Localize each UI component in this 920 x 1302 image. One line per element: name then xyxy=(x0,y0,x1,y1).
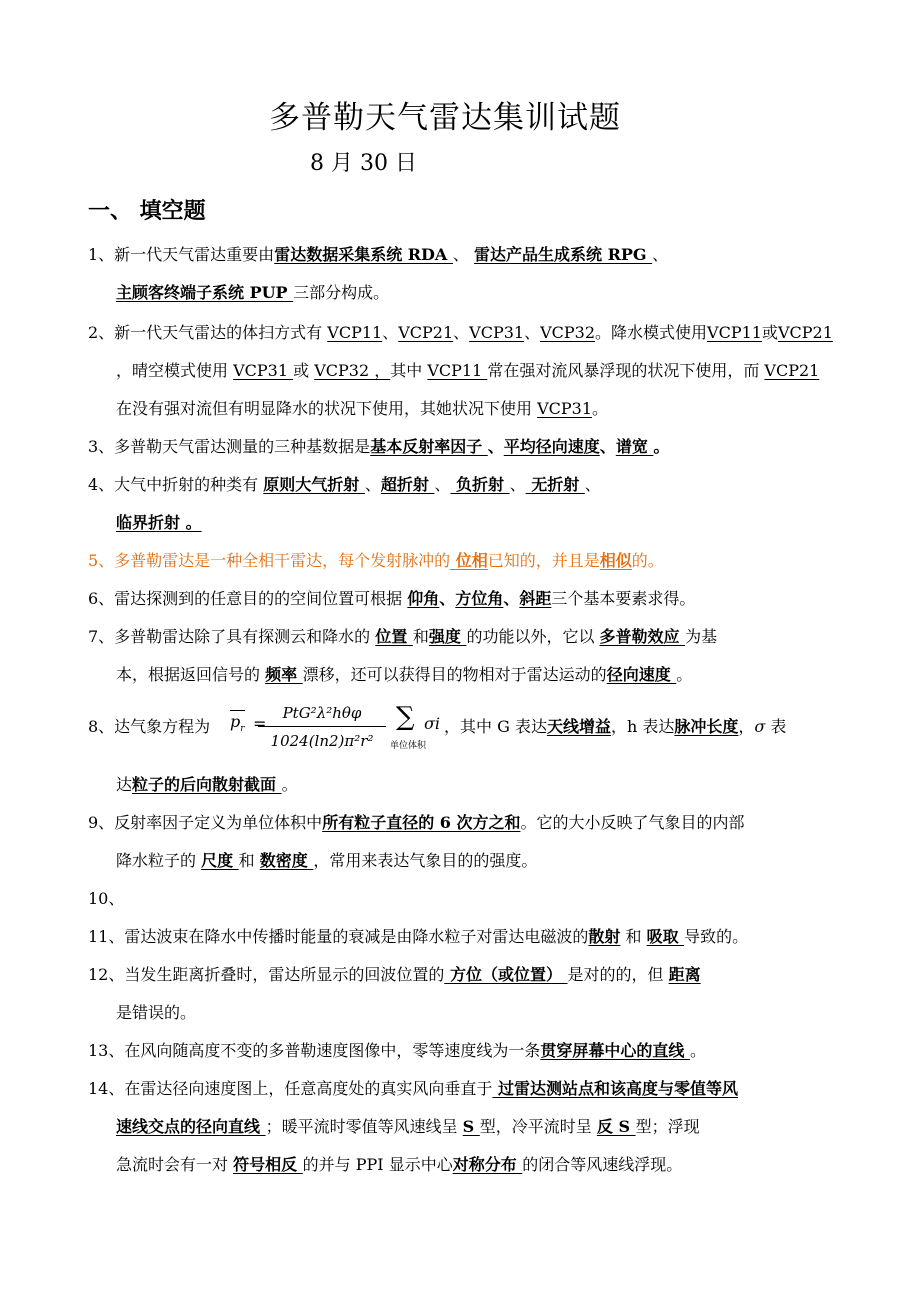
question-7-line-1 xyxy=(88,624,717,647)
text: 8、达气象方程为 xyxy=(88,717,211,736)
answer-blank: 所有粒子直径的 6 次方之和 xyxy=(322,813,521,832)
question-7-line-2 xyxy=(116,662,692,685)
text: 。 xyxy=(653,437,670,456)
text: 和 xyxy=(620,927,647,946)
equation-numerator: PtG²λ²hθφ xyxy=(258,700,386,727)
question-12-line-2 xyxy=(116,1000,196,1023)
answer-blank: 散射 xyxy=(588,927,621,946)
answer-blank: VCP31 xyxy=(233,361,294,380)
text: σ xyxy=(754,717,766,736)
text: 其中 xyxy=(390,361,428,380)
text: 在没有强对流但有明显降水的状况下使用，其她状况下使用 xyxy=(116,399,538,418)
answer-blank: 主顾客终端子系统 PUP xyxy=(116,283,294,302)
answer-blank: 平均径向速度 xyxy=(503,437,600,456)
text: 12、当发生距离折叠时，雷达所显示的回波位置的 xyxy=(88,965,445,984)
summation-subscript: 单位体积 xyxy=(390,741,427,751)
text: ，晴空模式使用 xyxy=(116,361,234,380)
answer-blank: VCP21 xyxy=(764,361,820,380)
answer-blank: 强度 xyxy=(428,627,467,646)
answer-blank: 反 S xyxy=(596,1117,636,1136)
answer-blank: 雷达数据采集系统 RDA xyxy=(274,245,453,264)
text: ， xyxy=(738,717,755,736)
answer-blank: 谱宽 xyxy=(615,437,654,456)
text: σi xyxy=(424,714,441,733)
text: 的闭合等风速线浮现。 xyxy=(522,1155,683,1174)
document-date: 8 月 30 日 xyxy=(310,151,417,176)
document-title: 多普勒天气雷达集训试题 xyxy=(269,100,621,136)
text: 是对的的，但 xyxy=(567,965,669,984)
text: 、 xyxy=(599,437,616,456)
text: 、 xyxy=(364,475,381,494)
answer-blank: 相似 xyxy=(599,551,632,570)
text: 、 xyxy=(509,475,526,494)
answer-blank: 距离 xyxy=(668,965,701,984)
question-8-tail xyxy=(444,714,786,737)
question-11 xyxy=(88,924,748,947)
question-2-line-2 xyxy=(116,358,819,381)
text: 常在强对流风暴浮现的状况下使用，而 xyxy=(487,361,765,380)
answer-blank: 仰角 xyxy=(407,589,440,608)
answer-blank: 位相 xyxy=(450,551,488,570)
equation-denominator: 1024(ln2)π²r² xyxy=(270,732,374,750)
text: 。 xyxy=(592,399,609,418)
text: 和 xyxy=(238,851,260,870)
text: 降水粒子的 xyxy=(116,851,202,870)
text: 4、大气中折射的种类有 xyxy=(88,475,264,494)
text: 已知的，并且是 xyxy=(487,551,600,570)
answer-blank: VCP21 xyxy=(398,323,454,342)
question-14-line-2 xyxy=(116,1114,700,1137)
text: 13、在风向随高度不变的多普勒速度图像中，零等速度线为一条 xyxy=(88,1041,541,1060)
text: 急流时会有一对 xyxy=(116,1155,234,1174)
answer-blank: 无折射 xyxy=(525,475,585,494)
answer-blank: VCP11 xyxy=(427,361,488,380)
question-4-line-2 xyxy=(116,510,202,533)
question-9-line-2 xyxy=(116,848,537,871)
question-4-line-1 xyxy=(88,472,601,495)
answer-blank: 原则大气折射 xyxy=(263,475,365,494)
answer-blank: VCP32 ， xyxy=(314,361,391,380)
summation-symbol: ∑ xyxy=(396,702,415,732)
text: r xyxy=(240,724,245,735)
question-1-line-1 xyxy=(88,242,668,265)
text: 或 xyxy=(761,323,778,342)
text: 是错误的。 xyxy=(116,1003,197,1022)
answer-blank: VCP11 xyxy=(707,323,762,342)
text: ；暖平流时零值等风速线呈 xyxy=(265,1117,463,1136)
text: 、 xyxy=(453,323,470,342)
text: 、 xyxy=(382,323,399,342)
answer-blank: 频率 xyxy=(265,665,303,684)
text: 的并与 PPI 显示中心 xyxy=(302,1155,453,1174)
text: 的功能以外，它以 xyxy=(466,627,600,646)
answer-blank: VCP31 xyxy=(537,399,593,418)
text: 为基 xyxy=(685,627,718,646)
text: 本，根据返回信号的 xyxy=(116,665,266,684)
text: 10、 xyxy=(88,889,125,908)
received-power-symbol xyxy=(230,710,245,740)
answer-blank: 符号相反 xyxy=(233,1155,303,1174)
text: 6、雷达探测到的任意目的的空间位置可根据 xyxy=(88,589,408,608)
answer-blank: 对称分布 xyxy=(452,1155,523,1174)
answer-blank: 径向速度 xyxy=(606,665,677,684)
answer-blank: 尺度 xyxy=(201,851,239,870)
text: 表 xyxy=(765,717,787,736)
text: 、 xyxy=(439,589,456,608)
question-2-line-3 xyxy=(116,396,608,419)
text: ，其中 G 表达 xyxy=(444,717,547,736)
text: 的。 xyxy=(631,551,664,570)
answer-blank: 多普勒效应 xyxy=(599,627,686,646)
text: 。降水模式使用 xyxy=(595,323,708,342)
question-3 xyxy=(88,434,669,457)
text: 、 xyxy=(503,589,520,608)
text: 。 xyxy=(281,775,298,794)
answer-blank: 斜距 xyxy=(519,589,552,608)
text: 14、在雷达径向速度图上，任意高度处的真实风向垂直于 xyxy=(88,1079,493,1098)
text: 三部分构成。 xyxy=(293,283,390,302)
section-heading: 一、 填空题 xyxy=(88,199,206,224)
text: 3、多普勒天气雷达测量的三种基数据是 xyxy=(88,437,371,456)
question-8-line-2 xyxy=(116,772,298,795)
answer-blank: 过雷达测站点和该高度与零值等风 xyxy=(492,1079,738,1098)
text: 1、新一代天气雷达重要由 xyxy=(88,245,275,264)
text: 三个基本要素求得。 xyxy=(551,589,696,608)
text: = xyxy=(253,714,267,733)
text: 、 xyxy=(652,245,669,264)
text: 漂移，还可以获得目的物相对于雷达运动的 xyxy=(302,665,607,684)
text: 、 xyxy=(487,437,504,456)
text: 或 xyxy=(293,361,315,380)
text: 导致的。 xyxy=(684,927,749,946)
answer-blank: S xyxy=(462,1117,480,1136)
answer-blank: 粒子的后向散射截面 xyxy=(132,775,282,794)
question-14-line-3 xyxy=(116,1152,682,1175)
text: 。它的大小反映了气象目的内部 xyxy=(520,813,745,832)
answer-blank: 天线增益 xyxy=(546,717,611,736)
text: 。 xyxy=(689,1041,706,1060)
text: p xyxy=(230,712,241,731)
text: 、 xyxy=(524,323,541,342)
answer-blank: 速线交点的径向直线 xyxy=(116,1117,266,1136)
text: 型；浮现 xyxy=(635,1117,700,1136)
answer-blank: 负折射 xyxy=(450,475,510,494)
answer-blank: 方位（或位置） xyxy=(444,965,568,984)
text: 达 xyxy=(116,775,133,794)
text: ，常用来表达气象目的的强度。 xyxy=(313,851,538,870)
answer-blank: 数密度 xyxy=(259,851,314,870)
answer-blank: 贯穿屏幕中心的直线 xyxy=(540,1041,690,1060)
answer-blank: 超折射 xyxy=(380,475,435,494)
question-13 xyxy=(88,1038,706,1061)
answer-blank: 方位角 xyxy=(455,589,504,608)
text: 9、反射率因子定义为单位体积中 xyxy=(88,813,323,832)
answer-blank: 临界折射 。 xyxy=(116,513,202,532)
text: 。 xyxy=(676,665,693,684)
question-6 xyxy=(88,586,695,609)
text: 5、多普勒雷达是一种全相干雷达，每个发射脉冲的 xyxy=(88,551,451,570)
text: 7、多普勒雷达除了具有探测云和降水的 xyxy=(88,627,376,646)
answer-blank: VCP31 xyxy=(469,323,525,342)
text: 、 xyxy=(584,475,601,494)
question-1-line-2 xyxy=(116,280,389,303)
text: 11、雷达波束在降水中传播时能量的衰减是由降水粒子对雷达电磁波的 xyxy=(88,927,589,946)
text: 和 xyxy=(412,627,429,646)
text: 型，冷平流时呈 xyxy=(479,1117,597,1136)
question-9-line-1 xyxy=(88,810,744,833)
text: 、 xyxy=(452,245,475,264)
answer-blank: VCP21 xyxy=(777,323,833,342)
question-12-line-1 xyxy=(88,962,701,985)
answer-blank: 基本反射率因子 xyxy=(370,437,488,456)
question-2-line-1 xyxy=(88,320,833,343)
text: 、 xyxy=(434,475,451,494)
answer-blank: VCP32 xyxy=(540,323,596,342)
text: ，h 表达 xyxy=(610,717,675,736)
radar-equation-fraction xyxy=(258,700,386,753)
answer-blank: 位置 xyxy=(375,627,413,646)
answer-blank: 脉冲长度 xyxy=(674,717,739,736)
answer-blank: 雷达产品生成系统 RPG xyxy=(474,245,653,264)
answer-blank: VCP11 xyxy=(327,323,383,342)
question-5 xyxy=(88,548,664,571)
question-10 xyxy=(88,886,124,909)
question-14-line-1 xyxy=(88,1076,738,1099)
answer-blank: 吸取 xyxy=(646,927,685,946)
text: 2、新一代天气雷达的体扫方式有 xyxy=(88,323,328,342)
